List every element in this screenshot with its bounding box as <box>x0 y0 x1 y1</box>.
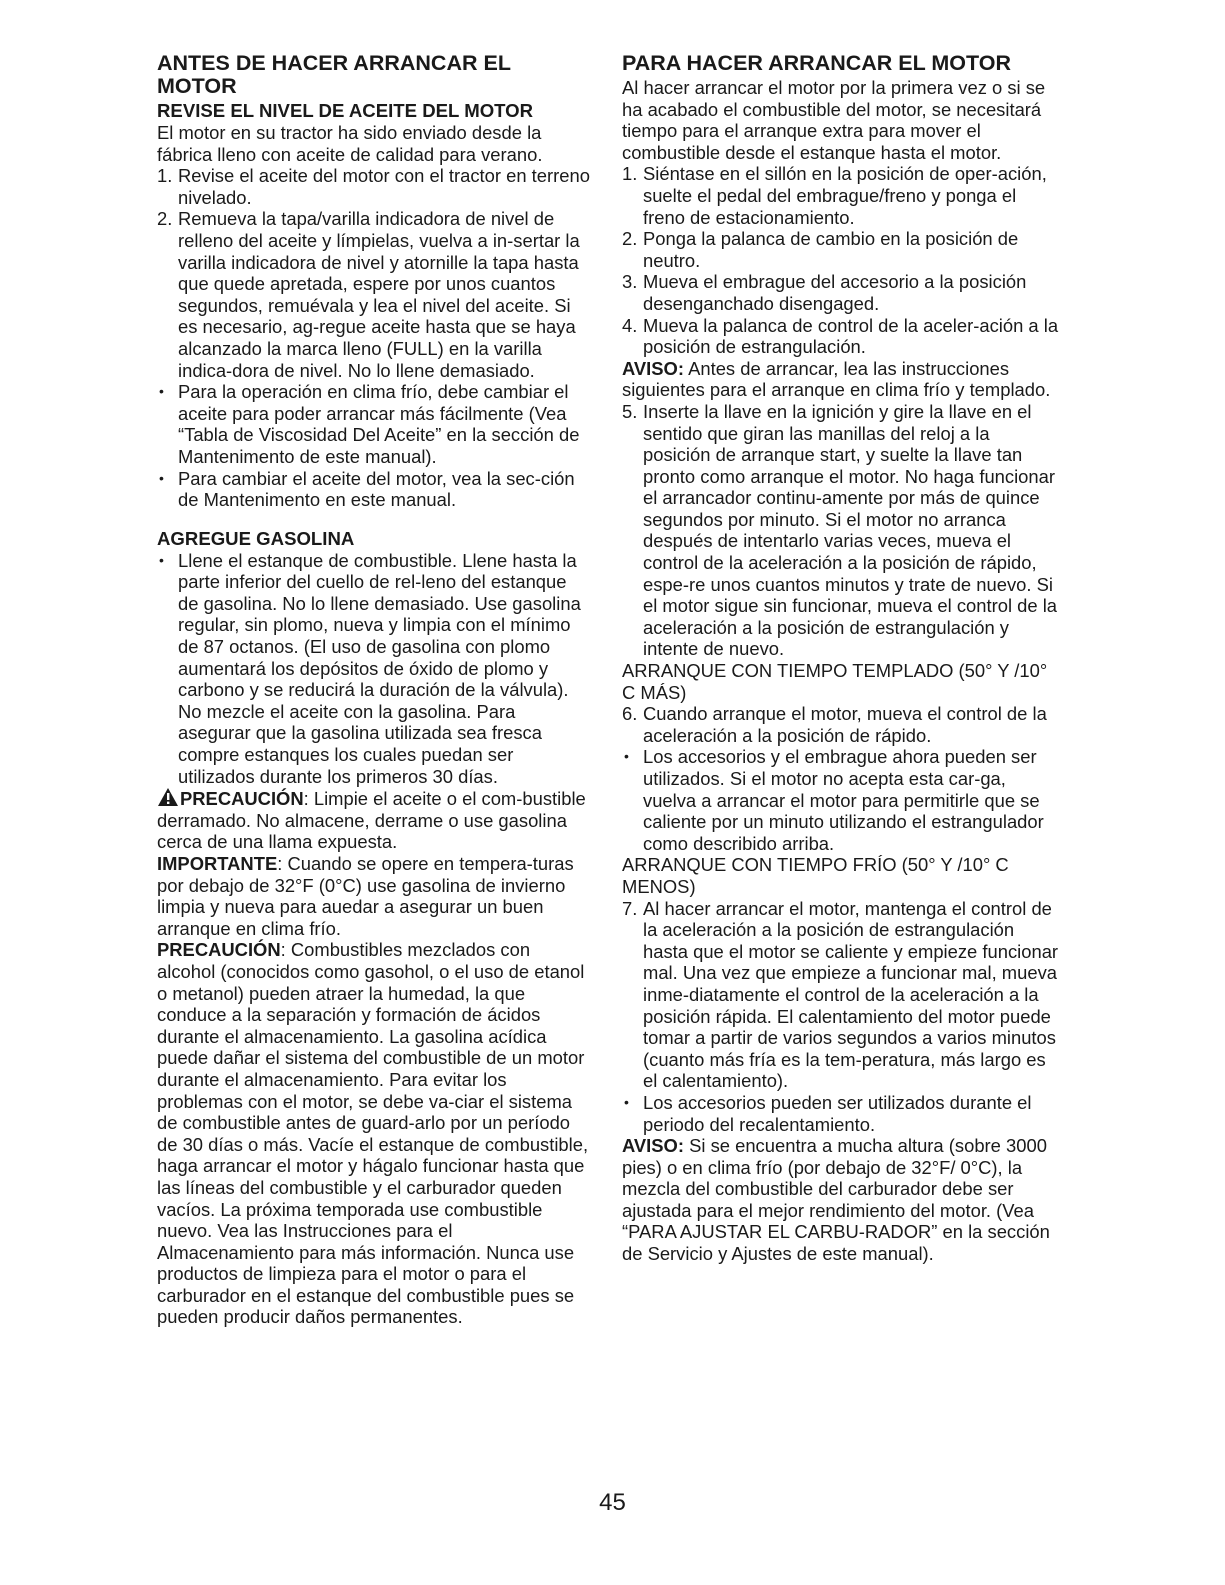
oil-intro: El motor en su tractor ha sido enviado desde la fábrica lleno con aceite de calidad para verano. <box>157 122 543 165</box>
step-number: 1. <box>157 165 173 187</box>
important-note <box>157 853 592 939</box>
warm-bullet <box>622 746 1062 854</box>
oil-bullet-change-oil <box>157 468 592 511</box>
step-number: 5. <box>622 400 638 422</box>
start-step-1 <box>622 163 1062 228</box>
bullet-dot: • <box>159 383 164 400</box>
step-text: Inserte la llave en la ignición y gire la llave en el sentido que giran las manillas del reloj a la posición de arranque start, y suelte la llave tan pronto como arranque el motor. No haga funcionar el arrancador continu-amente por más de quince segundos por minuto. Si el motor no arranca después de intentarlo varias veces, mueva el control de la aceleración a la posición de rápido, espe-re unos cuantos minutos y trate de nuevo. Si el motor sigue sin funcionar, mueva el control de la aceleración a la posición de estrangulación y intente de nuevo. <box>643 400 1058 660</box>
step-text: Ponga la palanca de cambio en la posición de neutro. <box>643 228 1019 271</box>
important-text: : Cuando se opere en tempera-turas por debajo de 32°F (0°C) use gasolina de invierno limpia y nueva para auedar a asegurar un buen arranque en clima frío. <box>157 853 574 939</box>
oil-step-2 <box>157 208 592 381</box>
start-step-2 <box>622 228 1062 271</box>
start-step-4 <box>622 315 1062 358</box>
bullet-text: Los accesorios pueden ser utilizados durante el periodo del recalentamiento. <box>643 1091 1032 1135</box>
step-number: 2. <box>157 208 173 230</box>
fuel-bullet <box>157 550 592 788</box>
bullet-text: Llene el estanque de combustible. Llene hasta la parte inferior del cuello de rel-leno del estanque de gasolina. No lo llene demasiado. Use gasolina regular, sin plomo, nueva y limpia con el mínimo de 87 octanos. (El uso de gasolina con plomo aumentará los depósitos de óxido de plomo y carbono y se reducirá la duración de la válvula). No mezcle el aceite con la gasolina. Para asegurar que la gasolina utilizada sea fresca compre estanques los cuales puedan ser utilizados durante los primeros 30 días. <box>178 549 581 787</box>
heading-warm-start: ARRANQUE CON TIEMPO TEMPLADO (50° Y /10° C MÁS) <box>622 660 1048 703</box>
bullet-text: Para la operación en clima frío, debe cambiar el aceite para poder arrancar más fácilmente (Vea “Tabla de Viscosidad Del Aceite” en la sección de Mantenimento de este manual). <box>178 381 580 467</box>
caution-text: : Combustibles mezclados con alcohol (conocidos como gasohol, o el uso de etanol o metanol) pueden atraer la humedad, la que conduce a la separación y formación de ácidos durante el almacenamiento. La gasolina acídica puede dañar el sistema del combustible de un motor durante el almacenamiento. Para evitar los problemas con el motor, se debe va-ciar el sistema de combustible antes de guard-arlo por un período de 30 días o más. Vacíe el estanque de combustible, haga arrancar el motor y hágalo funcionar hasta que las líneas del combustible y el carburador queden vacíos. La próxima temporada use combustible nuevo. Vea las Instrucciones para el Almacenamiento para más información. Nunca use productos de limpieza para el motor o para el carburador en el estanque del combustible pues se pueden producir daños permanentes. <box>157 939 589 1328</box>
step-number: 3. <box>622 271 638 293</box>
left-column <box>157 52 592 1328</box>
step-text: Cuando arranque el motor, mueva el control de la aceleración a la posición de rápido. <box>643 703 1047 746</box>
step-text: Remueva la tapa/varilla indicadora de nivel de relleno del aceite y límpielas, vuelva a in-sertar la varilla indicadora de nivel y atornille la tapa hasta que quede apretada, espere por unos cuantos segundos, remuévala y lea el nivel del aceite. Si es necesario, ag-regue aceite hasta que se haya alcanzado la marca lleno (FULL) en la varilla indica-dora de nivel. No lo llene demasiado. <box>178 208 580 381</box>
bullet-text: Para cambiar el aceite del motor, vea la sec-ción de Mantenimento en este manual. <box>178 467 575 511</box>
start-intro: Al hacer arrancar el motor por la primera vez o si se ha acabado el combustible del motor, se necesitará tiempo para el arranque extra para mover el combustible desde el estanque hasta el motor. <box>622 77 1046 163</box>
oil-bullet-cold-weather <box>157 381 592 467</box>
heading-check-oil: REVISE EL NIVEL DE ACEITE DEL MOTOR <box>157 100 534 121</box>
step-text: Mueva el embrague del accesorio a la posición desenganchado disengaged. <box>643 271 1027 314</box>
caution-text: : Limpie el aceite o el com-bustible derramado. No almacene, derrame o use gasolina cerca de una llama expuesta. <box>157 788 586 853</box>
step-text: Mueva la palanca de control de la aceler-ación a la posición de estrangulación. <box>643 314 1059 358</box>
important-label: IMPORTANTE <box>157 853 278 874</box>
notice-label: AVISO: <box>622 357 684 379</box>
bullet-text: Los accesorios y el embrague ahora pueden ser utilizados. Si el motor no acepta esta car-ga, vuelva a arrancar el motor para permitirle que se caliente por un minuto utilizando el estrangulador como describido arriba. <box>643 746 1044 854</box>
cold-bullet <box>622 1092 1062 1135</box>
step-number: 1. <box>622 163 638 185</box>
step-text: Siéntase en el sillón en la posición de oper-ación, suelte el pedal del embrague/freno y ponga el freno de estacionamiento. <box>643 163 1047 228</box>
warning-triangle-icon <box>157 787 179 807</box>
notice-altitude <box>622 1135 1062 1265</box>
notice-text: Si se encuentra a mucha altura (sobre 3000 pies) o en clima frío (por debajo de 32°F/ 0°C), la mezcla del combustible del carburador debe ser ajustada para el mejor rendimiento del motor. (Vea “PARA AJUSTAR EL CARBU-RADOR” en la sección de Servicio y Ajustes de este manual). <box>622 1135 1050 1265</box>
section-title-starting-engine: PARA HACER ARRANCAR EL MOTOR <box>622 51 1011 75</box>
heading-add-fuel: AGREGUE GASOLINA <box>157 527 355 549</box>
start-step-5 <box>622 401 1062 660</box>
notice-label: AVISO: <box>622 1135 684 1157</box>
right-column <box>622 52 1062 1265</box>
start-step-3 <box>622 271 1062 314</box>
oil-step-1 <box>157 165 592 208</box>
section-title-before-starting: ANTES DE HACER ARRANCAR EL MOTOR <box>157 51 511 98</box>
step-number: 7. <box>622 897 638 919</box>
bullet-dot: • <box>159 469 164 486</box>
heading-cold-start: ARRANQUE CON TIEMPO FRÍO (50° Y /10° C MENOS) <box>622 854 1009 897</box>
notice-read-instructions <box>622 358 1062 401</box>
step-text: Revise el aceite del motor con el tractor en terreno nivelado. <box>178 165 590 208</box>
bullet-dot: • <box>624 748 629 765</box>
caution-alcohol-fuel <box>157 939 592 1328</box>
step-number: 4. <box>622 314 638 336</box>
step-number: 2. <box>622 228 638 250</box>
page-number: 45 <box>599 1489 626 1516</box>
step-text: Al hacer arrancar el motor, mantenga el control de la aceleración a la posición de estrangulación hasta que el motor se caliente y empieze funcionar mal. Una vez que empieze a funcionar mal, mueva inme-diatamente el control de la aceleración a la posición rápida. El calentamiento del motor puede tomar a partir de varios segundos a varios minutos (cuanto más fría es la tem-peratura, más largo es el calentamiento). <box>643 897 1059 1092</box>
step-number: 6. <box>622 703 638 725</box>
caution-label: PRECAUCIÓN <box>157 939 281 961</box>
notice-text: Antes de arrancar, lea las instrucciones siguientes para el arranque en clima frío y templado. <box>622 357 1051 401</box>
caution-label: PRECAUCIÓN <box>180 788 304 810</box>
caution-spill <box>157 787 592 853</box>
bullet-dot: • <box>159 551 164 568</box>
start-step-7 <box>622 898 1062 1092</box>
start-step-6 <box>622 703 1062 746</box>
bullet-dot: • <box>624 1093 629 1110</box>
